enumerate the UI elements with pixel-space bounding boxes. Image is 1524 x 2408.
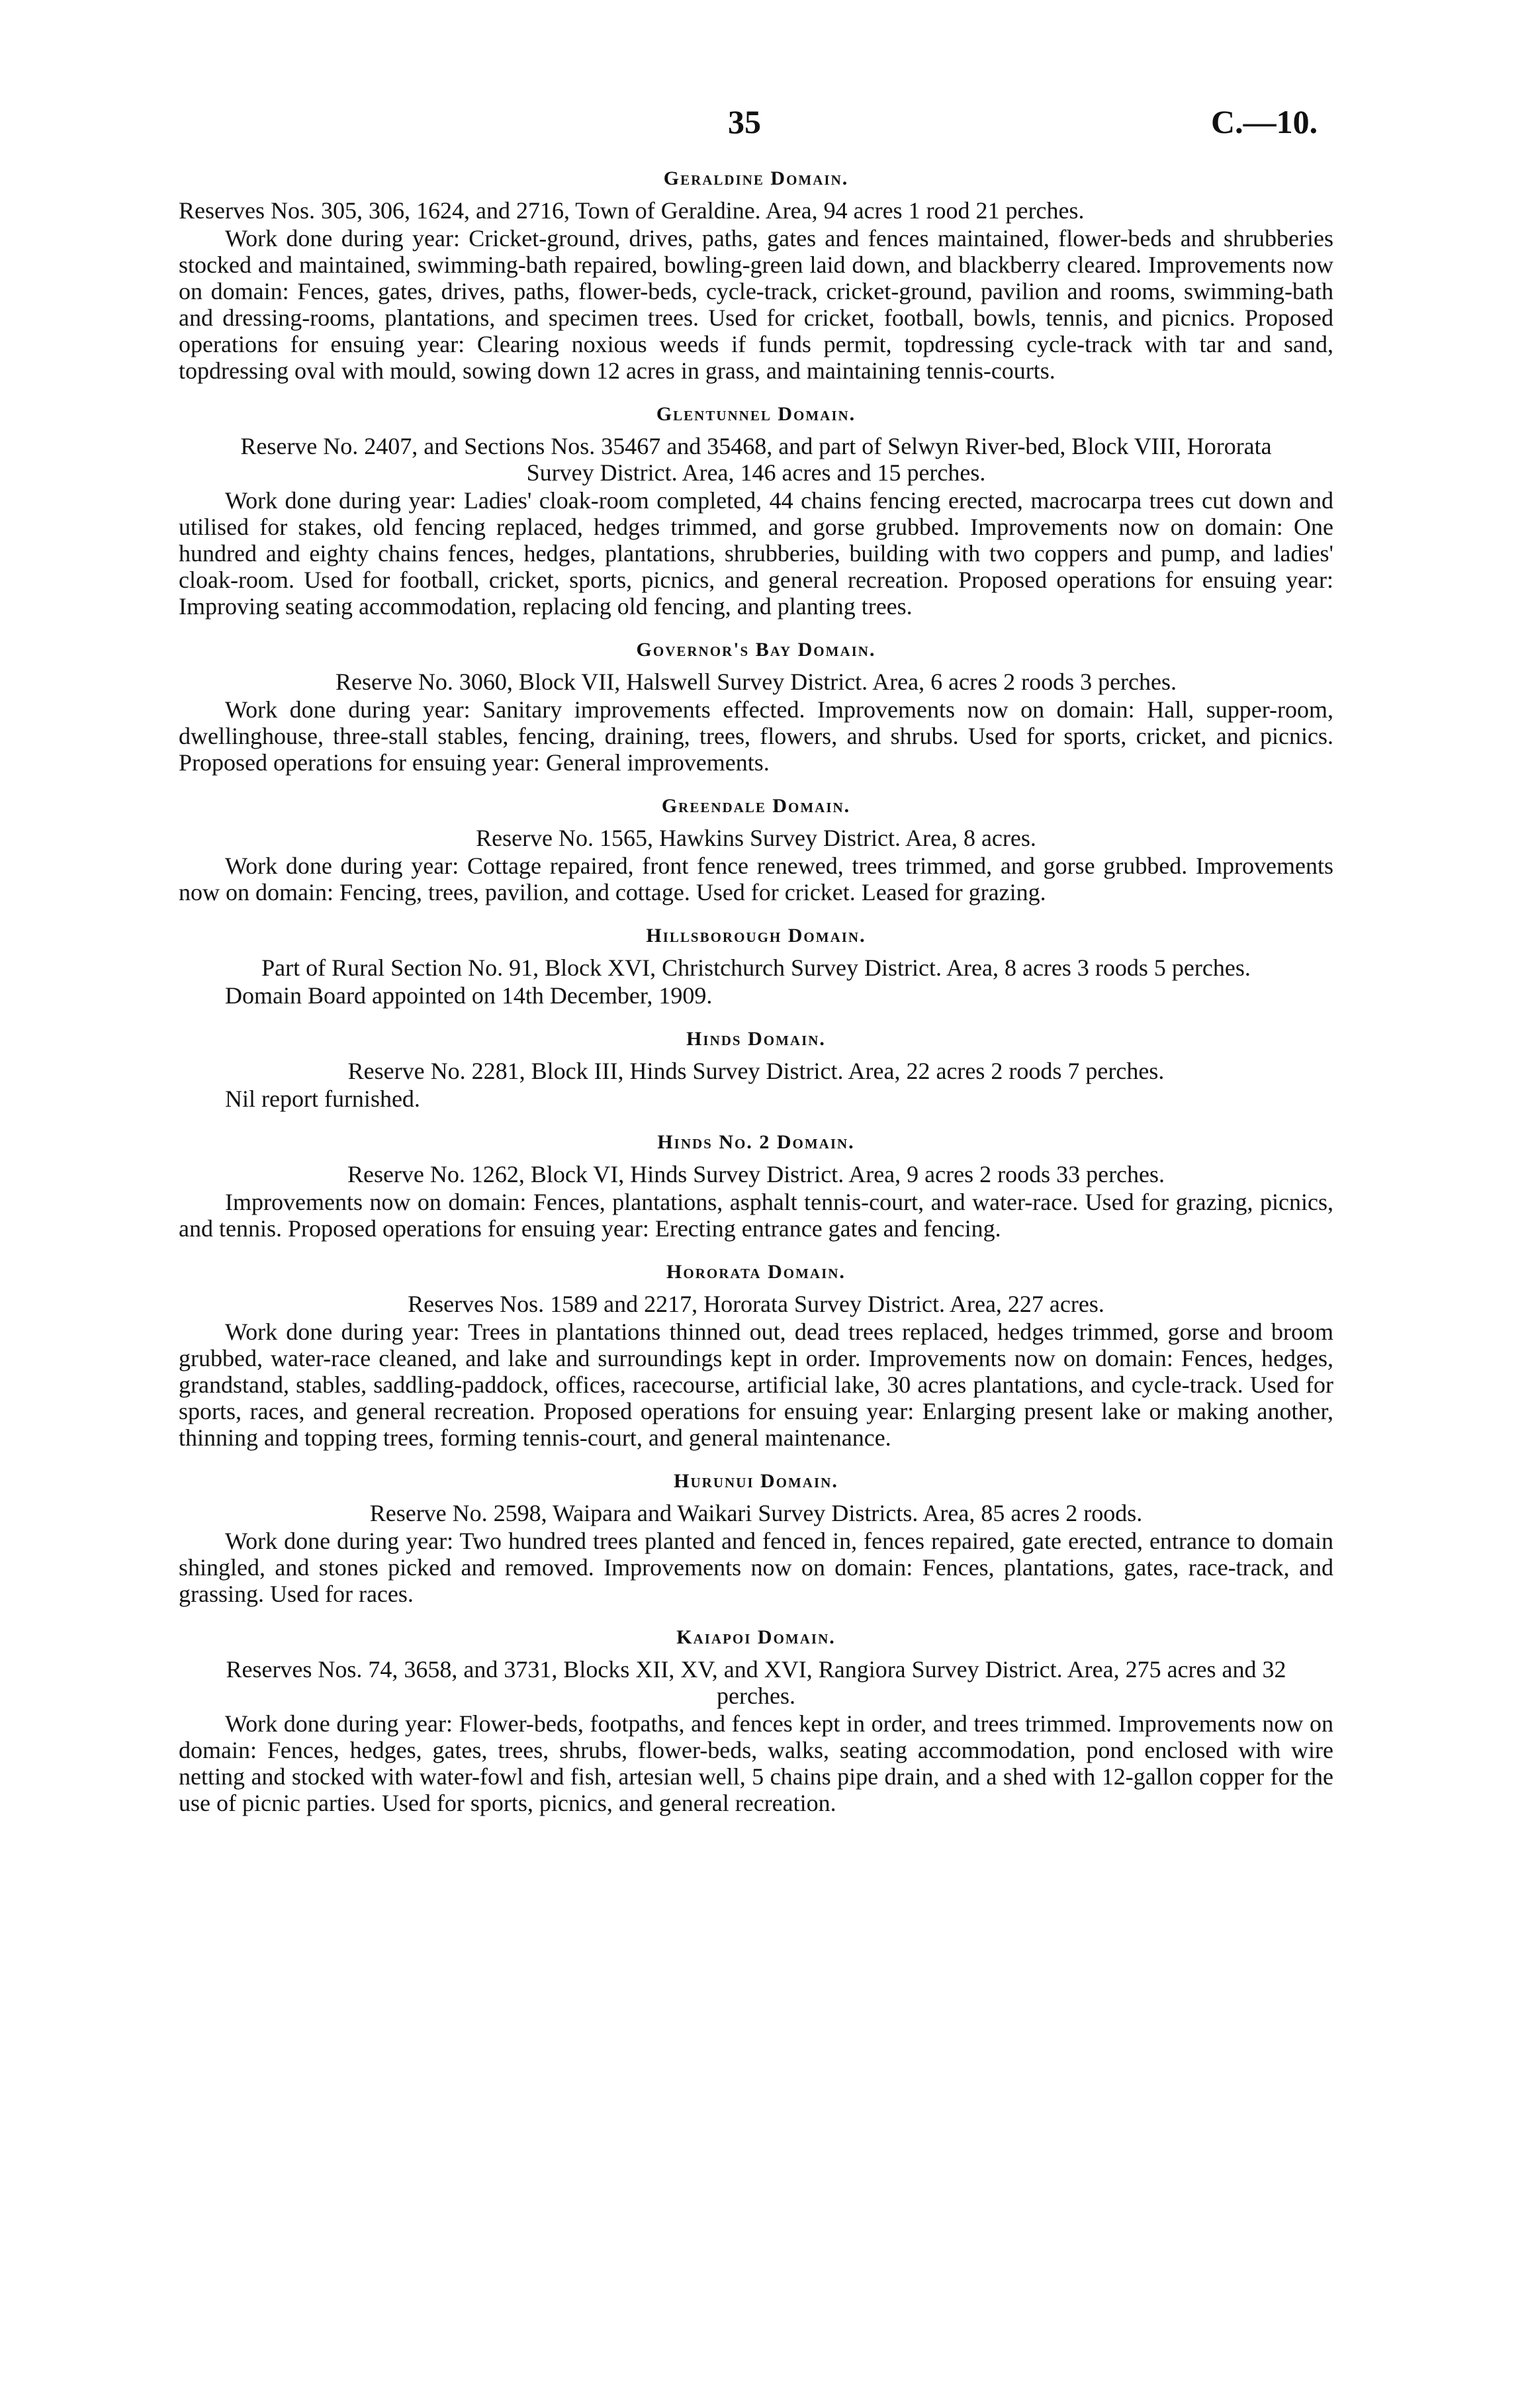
report-paragraph: Improvements now on domain: Fences, plantations, asphalt tennis-court, and water-race. Used for grazing, picnics, and tennis. Proposed operations for ensuing year: Erecting entrance gates and fencing. bbox=[179, 1189, 1333, 1242]
reserve-line: Reserve No. 1262, Block VI, Hinds Survey District. Area, 9 acres 2 roods 33 perches. bbox=[347, 1161, 1165, 1187]
document-body bbox=[179, 165, 1333, 1816]
reserve-line: Reserve No. 2407, and Sections Nos. 35467 and 35468, and part of Selwyn River-bed, Block VIII, Hororata Survey District. Area, 146 acres and 15 perches. bbox=[240, 433, 1272, 486]
reserve-line: Reserve No. 2598, Waipara and Waikari Survey Districts. Area, 85 acres 2 roods. bbox=[369, 1500, 1143, 1526]
report-paragraph: Work done during year: Ladies' cloak-room completed, 44 chains fencing erected, macrocarpa trees cut down and utilised for stakes, old fencing replaced, hedges trimmed, and gorse grubbed. Improvements now on domain: One hundred and eighty chains fences, hedges, plantations, shrubberies, building with two coppers and pump, and ladies' cloak-room. Used for football, cricket, sports, picnics, and general recreation. Proposed operations for ensuing year: Improving seating accommodation, replacing old fencing, and planting trees. bbox=[179, 487, 1333, 620]
report-paragraph: Work done during year: Two hundred trees planted and fenced in, fences repaired, gate erected, entrance to domain shingled, and stones picked and removed. Improvements now on domain: Fences, plantations, gates, race-track, and grassing. Used for races. bbox=[179, 1528, 1333, 1607]
report-paragraph: Work done during year: Trees in plantations thinned out, dead trees replaced, hedges trimmed, gorse and broom grubbed, water-race cleaned, and lake and surroundings kept in order. Improvements now on domain: Fences, hedges, grandstand, stables, saddling-paddock, offices, racecourse, artificial lake, 30 acres plantations, and cycle-track. Used for sports, races, and general recreation. Proposed operations for ensuing year: Enlarging present lake or making another, thinning and topping trees, forming tennis-court, and general maintenance. bbox=[179, 1319, 1333, 1451]
domain-section-glentunnel bbox=[179, 401, 1333, 620]
section-heading: Hinds No. 2 Domain. bbox=[657, 1131, 855, 1153]
section-heading: Glentunnel Domain. bbox=[656, 403, 856, 425]
section-heading: Greendale Domain. bbox=[661, 795, 851, 817]
domain-section-hinds-no-2 bbox=[179, 1129, 1333, 1242]
report-paragraph: Domain Board appointed on 14th December, 1909. bbox=[225, 982, 713, 1009]
section-heading: Geraldine Domain. bbox=[663, 167, 849, 189]
section-heading: Hinds Domain. bbox=[686, 1028, 826, 1050]
domain-section-hororata bbox=[179, 1259, 1333, 1451]
domain-section-geraldine bbox=[179, 165, 1333, 384]
reserve-line: Reserves Nos. 74, 3658, and 3731, Blocks XII, XV, and XVI, Rangiora Survey District. Area, 275 acres and 32 perches. bbox=[226, 1656, 1286, 1709]
reserve-line: Part of Rural Section No. 91, Block XVI, Christchurch Survey District. Area, 8 acres 3 roods 5 perches. bbox=[261, 954, 1251, 981]
report-paragraph: Work done during year: Flower-beds, footpaths, and fences kept in order, and trees trimmed. Improvements now on domain: Fences, hedges, gates, trees, shrubs, flower-beds, walks, seating accommodation, pond enclosed with wire netting and stocked with water-fowl and fish, artesian well, 5 chains pipe drain, and a shed with 12-gallon copper for the use of picnic parties. Used for sports, picnics, and general recreation. bbox=[179, 1710, 1333, 1816]
report-paragraph: Work done during year: Cottage repaired, front fence renewed, trees trimmed, and gorse grubbed. Improvements now on domain: Fencing, trees, pavilion, and cottage. Used for cricket. Leased for grazing. bbox=[179, 853, 1333, 905]
section-heading: Kaiapoi Domain. bbox=[676, 1626, 836, 1648]
domain-section-greendale bbox=[179, 793, 1333, 905]
reserve-line: Reserve No. 3060, Block VII, Halswell Survey District. Area, 6 acres 2 roods 3 perches. bbox=[335, 669, 1177, 695]
report-paragraph: Work done during year: Sanitary improvements effected. Improvements now on domain: Hall, supper-room, dwellinghouse, three-stall stables, fencing, draining, trees, flowers, and shrubs. Used for sports, cricket, and picnics. Proposed operations for ensuing year: General improvements. bbox=[179, 696, 1333, 776]
domain-section-governors-bay bbox=[179, 637, 1333, 776]
reserve-line: Reserves Nos. 305, 306, 1624, and 2716, Town of Geraldine. Area, 94 acres 1 rood 21 perches. bbox=[179, 197, 1085, 224]
domain-section-hurunui bbox=[179, 1468, 1333, 1607]
domain-section-hillsborough bbox=[179, 923, 1333, 1009]
section-heading: Governor's Bay Domain. bbox=[636, 639, 876, 661]
page-number: 35 bbox=[728, 103, 761, 140]
section-heading: Hillsborough Domain. bbox=[646, 925, 866, 947]
domain-section-kaiapoi bbox=[179, 1624, 1333, 1816]
report-paragraph: Work done during year: Cricket-ground, drives, paths, gates and fences maintained, flower-beds and shrubberies stocked and maintained, swimming-bath repaired, bowling-green laid down, and blackberry cleared. Improvements now on domain: Fences, gates, drives, paths, flower-beds, cycle-track, cricket-ground, pavilion and rooms, swimming-bath and dressing-rooms, plantations, and specimen trees. Used for cricket, football, bowls, tennis, and picnics. Proposed operations for ensuing year: Clearing noxious weeds if funds permit, topdressing cycle-track with tar and sand, topdressing oval with mould, sowing down 12 acres in grass, and maintaining tennis-courts. bbox=[179, 225, 1333, 384]
section-heading: Hurunui Domain. bbox=[674, 1470, 838, 1492]
report-paragraph: Nil report furnished. bbox=[225, 1086, 420, 1112]
document-code: C.—10. bbox=[1211, 103, 1318, 140]
reserve-line: Reserve No. 2281, Block III, Hinds Survey District. Area, 22 acres 2 roods 7 perches. bbox=[347, 1058, 1165, 1084]
reserve-line: Reserves Nos. 1589 and 2217, Hororata Survey District. Area, 227 acres. bbox=[408, 1291, 1104, 1317]
section-heading: Hororata Domain. bbox=[666, 1261, 846, 1283]
reserve-line: Reserve No. 1565, Hawkins Survey District. Area, 8 acres. bbox=[476, 825, 1036, 851]
domain-section-hinds bbox=[179, 1026, 1333, 1112]
